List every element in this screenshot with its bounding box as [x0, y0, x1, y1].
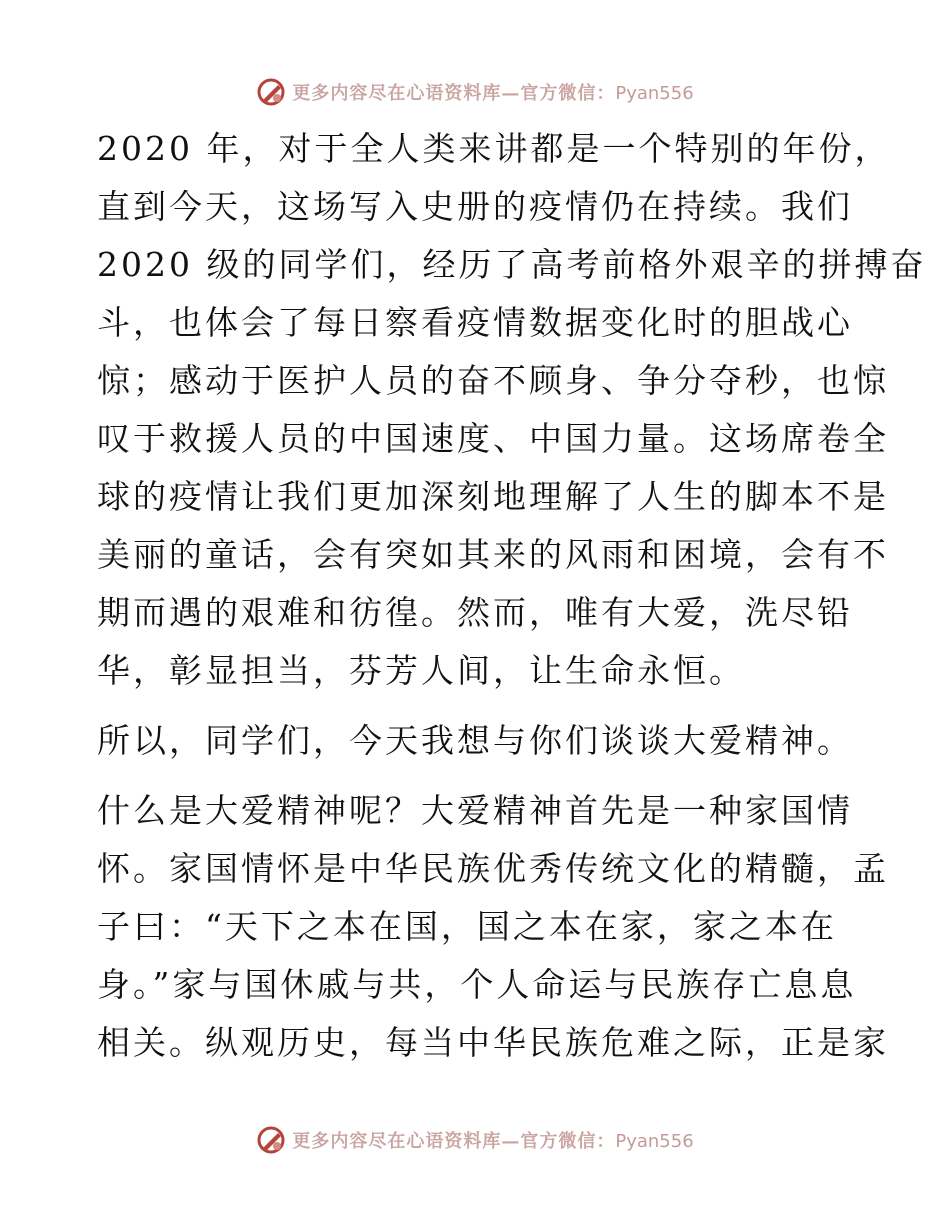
- text-line: 斗，也体会了每日察看疫情数据变化时的胆战心: [97, 303, 853, 342]
- quill-seal-logo-icon: [256, 1125, 286, 1155]
- header-banner-label: 更多内容尽在心语资料库—官方微信：: [292, 83, 616, 104]
- text-line: 怀。家国情怀是中华民族优秀传统文化的精髓，孟: [97, 849, 889, 888]
- text-line: 子曰：“天下之本在国，国之本在家，家之本在: [97, 907, 837, 946]
- quill-seal-logo-icon: [256, 77, 286, 107]
- text-line: 美丽的童话，会有突如其来的风雨和困境，会有不: [97, 535, 889, 574]
- paragraph-2: [97, 712, 862, 770]
- footer-banner-label: 更多内容尽在心语资料库—官方微信：: [292, 1131, 616, 1152]
- text-line: 身。”家与国休戚与共，个人命运与民族存亡息息: [97, 965, 857, 1004]
- text-line: 球的疫情让我们更加深刻地理解了人生的脚本不是: [97, 477, 889, 516]
- footer-banner: [0, 1118, 950, 1162]
- text-line: 惊；感动于医护人员的奋不顾身、争分夺秒，也惊: [97, 361, 889, 400]
- header-banner-text: [292, 79, 693, 105]
- text-line: 叹于救援人员的中国速度、中国力量。这场席卷全: [97, 419, 889, 458]
- text-line: 2020 年，对于全人类来讲都是一个特别的年份，: [97, 129, 891, 168]
- text-line: 华，彰显担当，芬芳人间，让生命永恒。: [97, 651, 745, 690]
- text-line: 相关。纵观历史，每当中华民族危难之际，正是家: [97, 1023, 889, 1062]
- paragraph-1: [97, 120, 927, 700]
- footer-wechat-id: Pyan556: [615, 1131, 694, 1152]
- text-line: 直到今天，这场写入史册的疫情仍在持续。我们: [97, 187, 853, 226]
- header-wechat-id: Pyan556: [615, 83, 694, 104]
- footer-banner-text: [292, 1127, 693, 1153]
- text-line: 2020 级的同学们，经历了高考前格外艰辛的拼搏奋: [97, 245, 927, 284]
- document-body: [97, 120, 927, 1084]
- text-line: 什么是大爱精神呢？大爱精神首先是一种家国情: [97, 791, 853, 830]
- paragraph-3: [97, 782, 889, 1072]
- header-banner: [0, 70, 950, 114]
- text-line: 所以，同学们，今天我想与你们谈谈大爱精神。: [97, 721, 853, 760]
- text-line: 期而遇的艰难和彷徨。然而，唯有大爱，洗尽铅: [97, 593, 853, 632]
